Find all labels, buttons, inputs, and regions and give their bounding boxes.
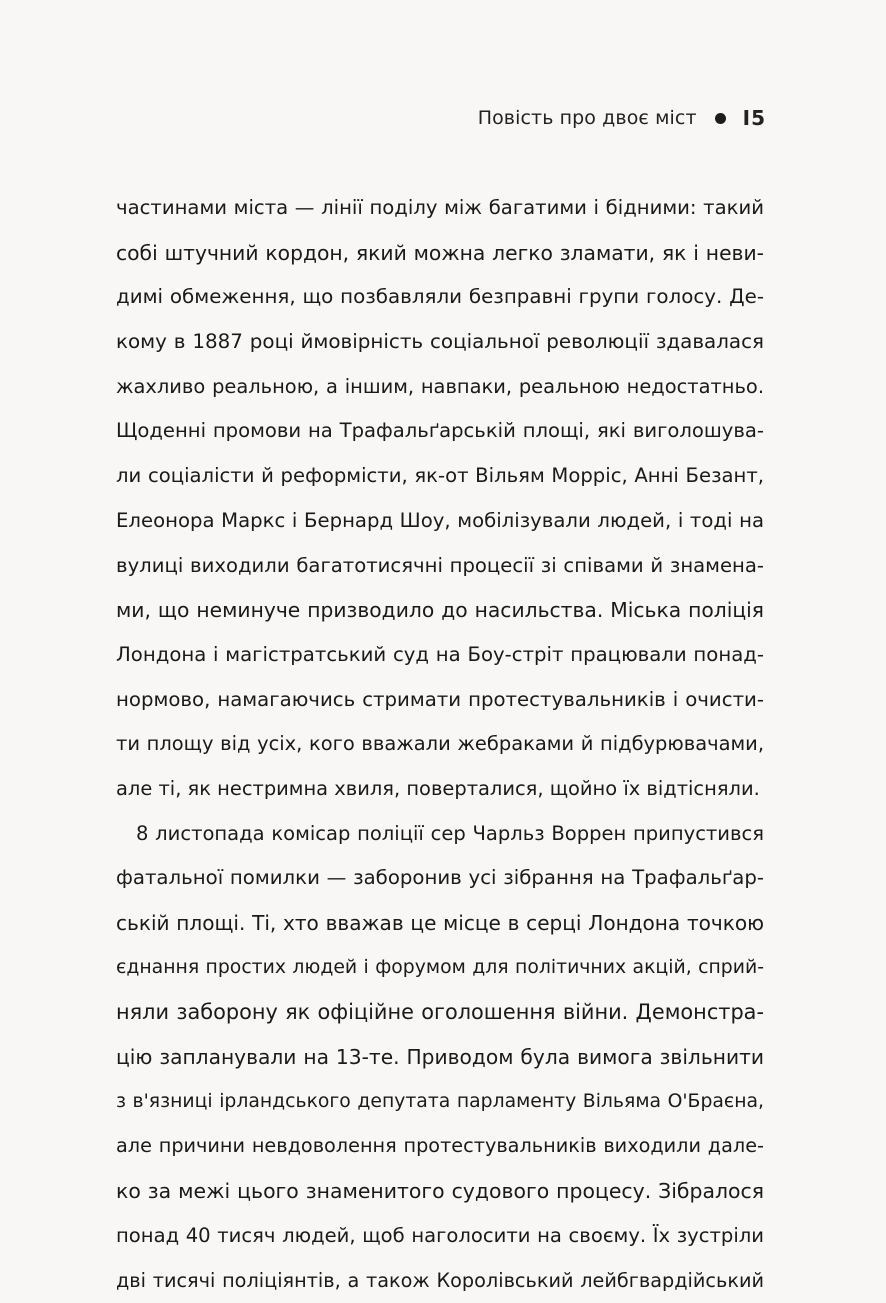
text-line: ській площі. Ті, хто вважав це місце в серці Лондона точкою [116, 901, 764, 946]
text-line: але причини невдоволення протестувальників виходили дале- [116, 1124, 764, 1169]
paragraph-1 [116, 186, 764, 812]
paragraph-2 [116, 812, 764, 1303]
text-line: ли соціалісти й реформісти, як-от Вільям Морріс, Анні Безант, [116, 454, 764, 499]
text-line: понад 40 тисяч людей, щоб наголосити на своєму. Їх зустріли [116, 1214, 764, 1259]
text-line: єднання простих людей і форумом для політичних акцій, сприй- [116, 946, 764, 991]
text-line: собі штучний кордон, який можна легко зламати, як і неви- [116, 231, 764, 276]
text-line: дві тисячі поліціянтів, а також Королівський лейбгвардійський [116, 1259, 764, 1303]
text-line: але ті, як нестримна хвиля, поверталися, щойно їх відтісняли. [116, 767, 764, 812]
text-line: жахливо реальною, а іншим, навпаки, реальною недостатньо. [116, 365, 764, 410]
text-line: няли заборону як офіційне оголошення війни. Демонстра- [116, 990, 764, 1035]
text-line: вулиці виходили багатотисячні процесії зі співами й знамена- [116, 544, 764, 589]
running-header-title: Повість про двоє міст [478, 107, 697, 129]
text-line: Щоденні промови на Трафальґарській площі, які виголошува- [116, 409, 764, 454]
text-line: цію запланували на 13-те. Приводом була вимога звільнити [116, 1035, 764, 1080]
text-line: ко за межі цього знаменитого судового процесу. Зібралося [116, 1169, 764, 1214]
running-header [478, 106, 766, 130]
text-line: Елеонора Маркс і Бернард Шоу, мобілізували людей, і тоді на [116, 499, 764, 544]
text-line: з в'язниці ірландського депутата парламенту Вільяма О'Браєна, [116, 1080, 764, 1125]
bullet-separator-icon [715, 113, 726, 124]
text-line: нормово, намагаючись стримати протестувальників і очисти- [116, 678, 764, 723]
text-line: 8 листопада комісар поліції сер Чарльз Воррен припустився [116, 812, 764, 857]
text-line: фатальної помилки — заборонив усі зібрання на Трафальґар- [116, 856, 764, 901]
text-line: частинами міста — лінії поділу між багатими і бідними: такий [116, 186, 764, 231]
text-line: Лондона і магістратський суд на Боу-стріт працювали понад- [116, 633, 764, 678]
text-line: ти площу від усіх, кого вважали жебраками й підбурювачами, [116, 722, 764, 767]
text-line: димі обмеження, що позбавляли безправні групи голосу. Де- [116, 275, 764, 320]
page-number: I5 [743, 106, 766, 130]
body-text [116, 186, 764, 1303]
text-line: кому в 1887 році ймовірність соціальної революції здавалася [116, 320, 764, 365]
text-line: ми, що неминуче призводило до насильства. Міська поліція [116, 588, 764, 633]
